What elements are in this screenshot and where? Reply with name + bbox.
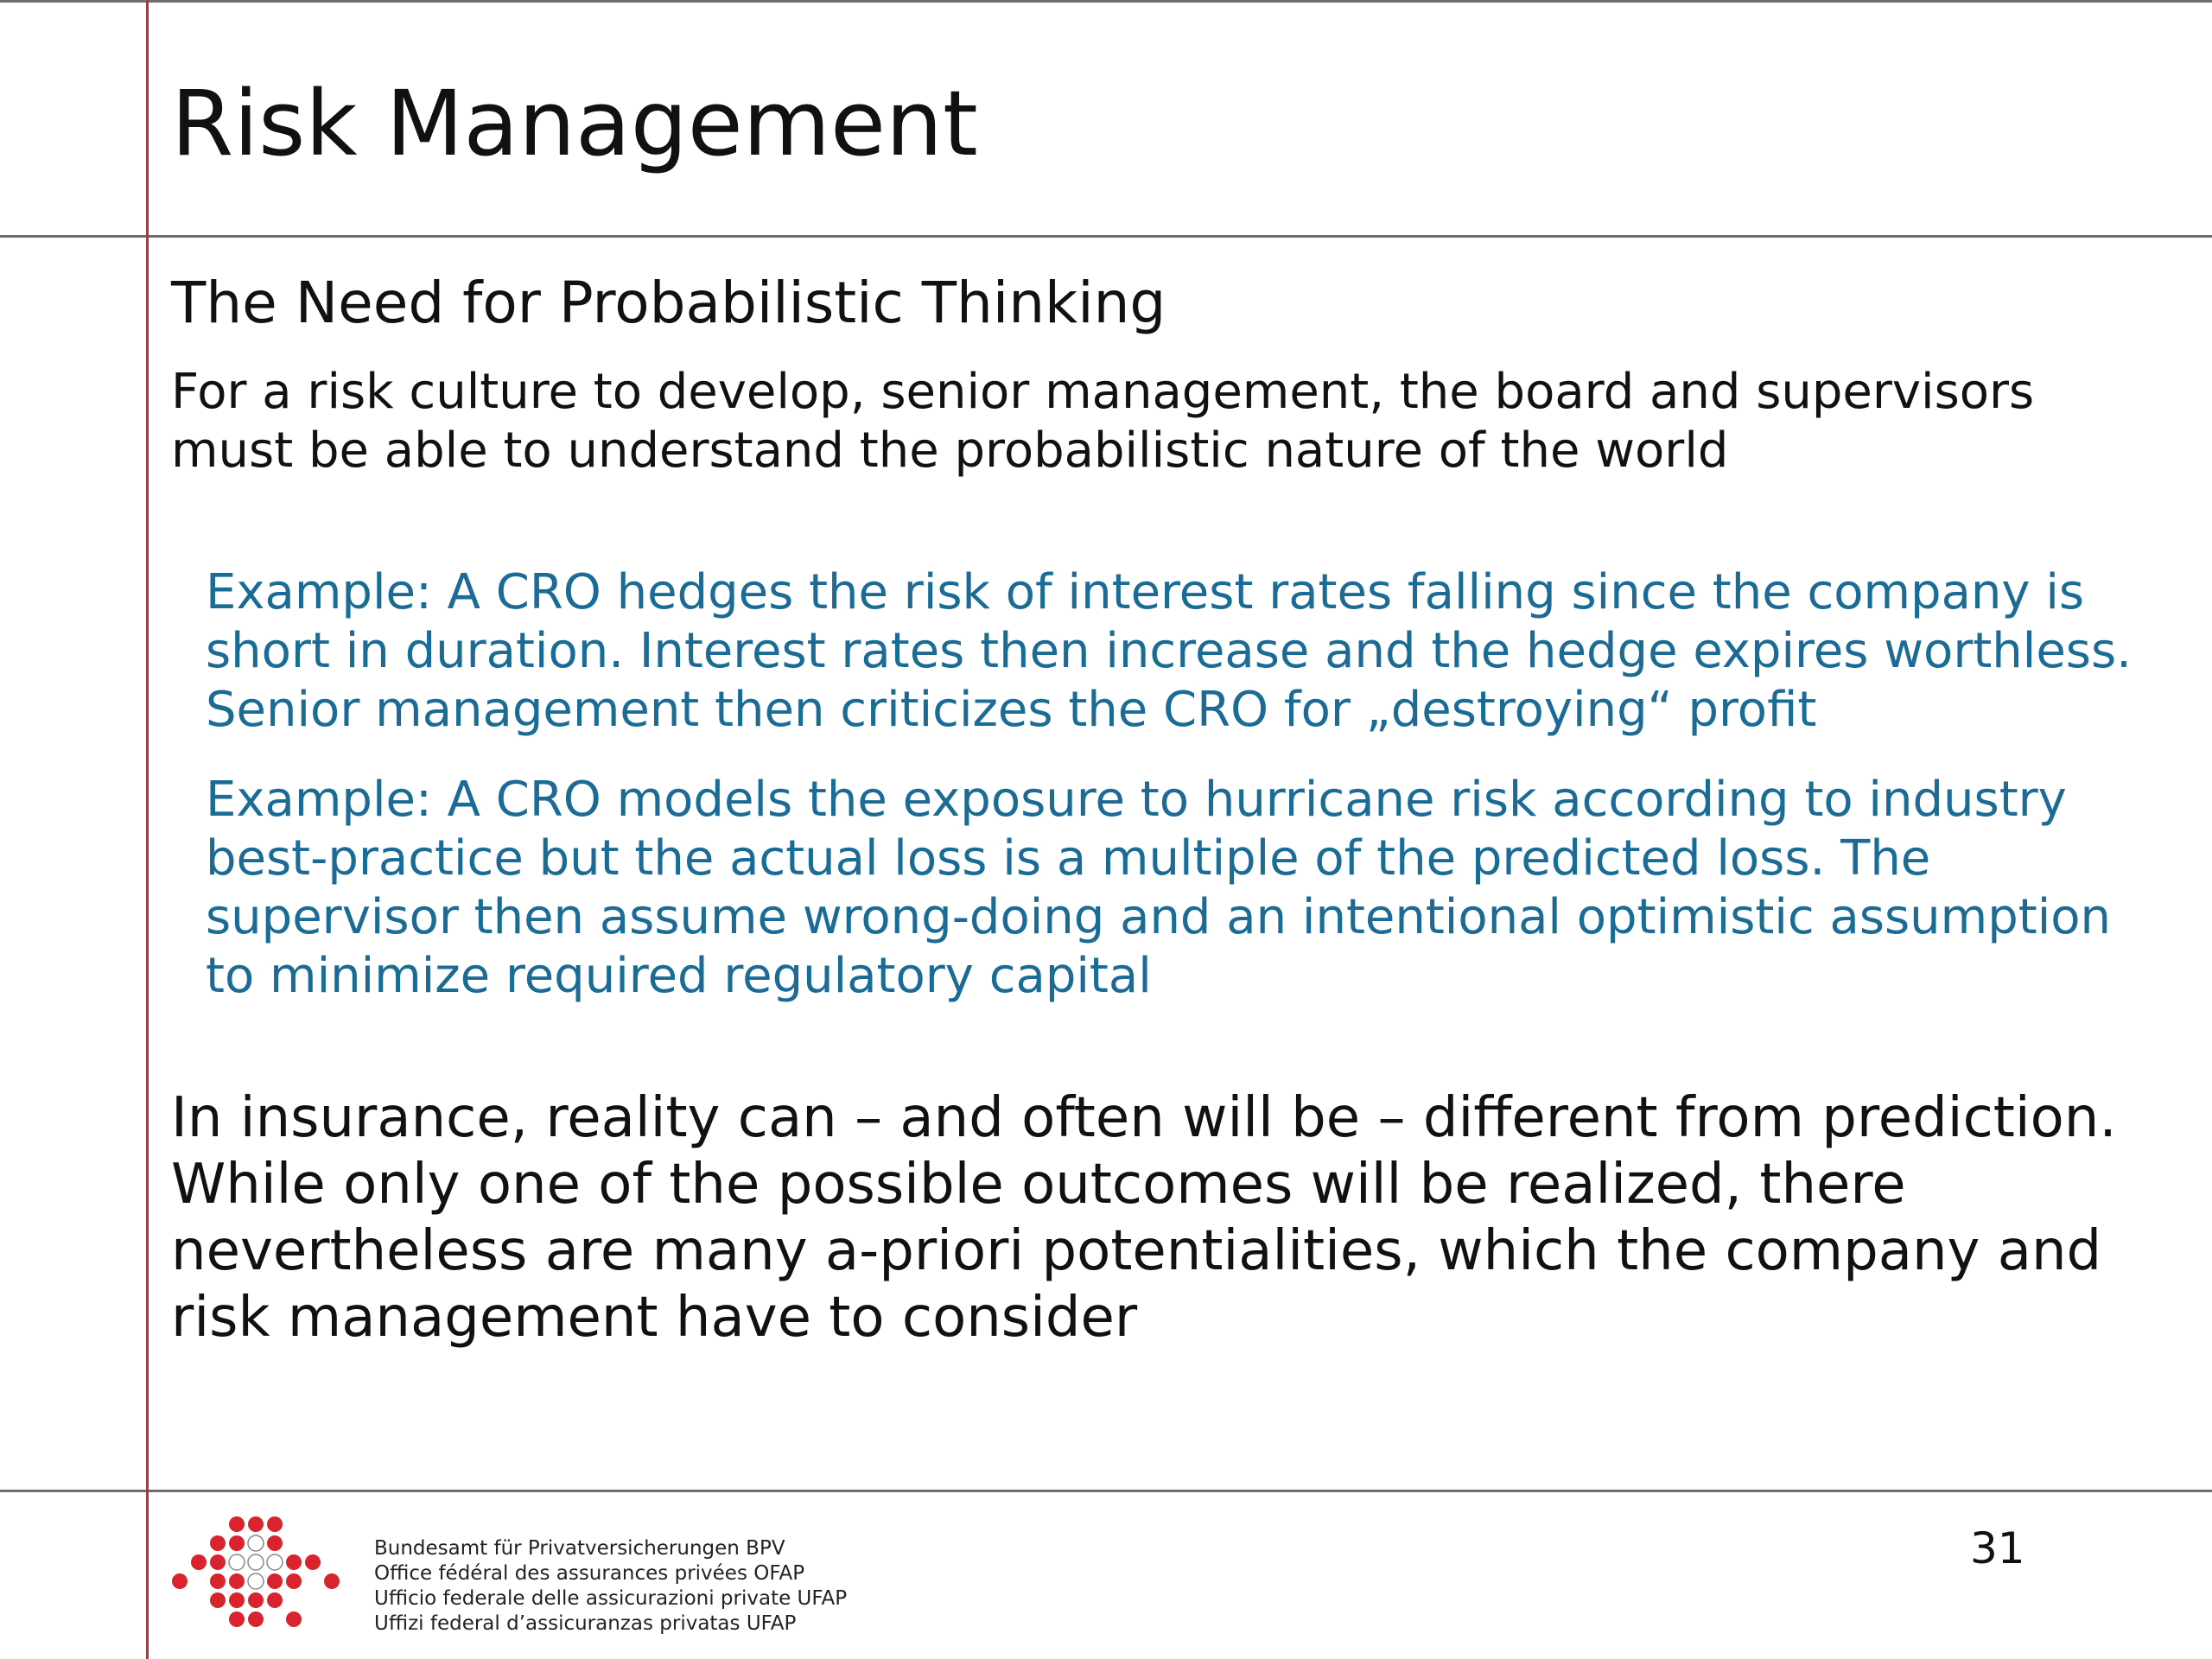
logo-dot: [229, 1611, 245, 1627]
agency-name-fr: Office fédéral des assurances privées OFAP: [374, 1562, 805, 1585]
top-rule: [0, 0, 2212, 3]
logo-dot: [229, 1554, 245, 1570]
logo-dot: [229, 1535, 245, 1551]
logo-dot: [210, 1554, 226, 1570]
logo-dot: [267, 1516, 283, 1532]
conclusion-paragraph: In insurance, reality can – and often will be – different from prediction. While only one of the possible outcomes will be realized, there nevertheless are many a-priori potentialities, which the company and risk management have to consider: [171, 1086, 2117, 1350]
logo-dot: [248, 1554, 264, 1570]
logo-dot: [305, 1554, 321, 1570]
logo-dot: [248, 1611, 264, 1627]
logo-dot: [248, 1573, 264, 1589]
intro-paragraph: For a risk culture to develop, senior management, the board and supervisors must be able to understand the probabilistic nature of the world: [171, 364, 2035, 479]
logo-dot: [267, 1592, 283, 1608]
agency-name-de: Bundesamt für Privatversicherungen BPV: [374, 1537, 785, 1560]
page-number: 31: [1970, 1523, 2025, 1573]
logo-dot: [286, 1554, 302, 1570]
example-hurricane: Example: A CRO models the exposure to hurricane risk according to industry best-practice but the actual loss is a multiple of the predicted loss. The supervisor then assume wrong-doing and an intentional optimistic assumption to minimize required regulatory capital: [206, 772, 2112, 1004]
logo-dot: [229, 1516, 245, 1532]
logo-dot: [229, 1592, 245, 1608]
agency-name-it: Ufficio federale delle assicurazioni private UFAP: [374, 1587, 848, 1610]
slide-subtitle: The Need for Probabilistic Thinking: [171, 270, 1166, 336]
swiss-cross-dot-matrix-logo-icon: [169, 1514, 359, 1635]
logo-dot: [191, 1554, 207, 1570]
logo-dot: [286, 1611, 302, 1627]
logo-dot: [210, 1592, 226, 1608]
logo-dot: [172, 1573, 188, 1589]
logo-dot: [248, 1535, 264, 1551]
logo-dot: [267, 1535, 283, 1551]
logo-dot: [248, 1592, 264, 1608]
footer-divider: [0, 1490, 2212, 1492]
agency-name-rm: Uffizi federal d’assicuranzas privatas UFAP: [374, 1612, 797, 1635]
agency-names: [374, 1536, 847, 1637]
logo-dot: [324, 1573, 340, 1589]
left-margin-rule: [146, 0, 149, 1659]
logo-dot: [248, 1516, 264, 1532]
slide-title: Risk Management: [171, 71, 978, 176]
logo-dot: [210, 1573, 226, 1589]
logo-dot: [229, 1573, 245, 1589]
logo-dot: [210, 1535, 226, 1551]
title-divider: [0, 235, 2212, 238]
logo-dot: [267, 1573, 283, 1589]
logo-dot: [267, 1554, 283, 1570]
logo-dot: [286, 1573, 302, 1589]
example-hedging: Example: A CRO hedges the risk of interest rates falling since the company is short in duration. Interest rates then increase and the hedge expires worthless. Senior management then criticizes the CRO for „destroying“ profit: [206, 564, 2132, 738]
